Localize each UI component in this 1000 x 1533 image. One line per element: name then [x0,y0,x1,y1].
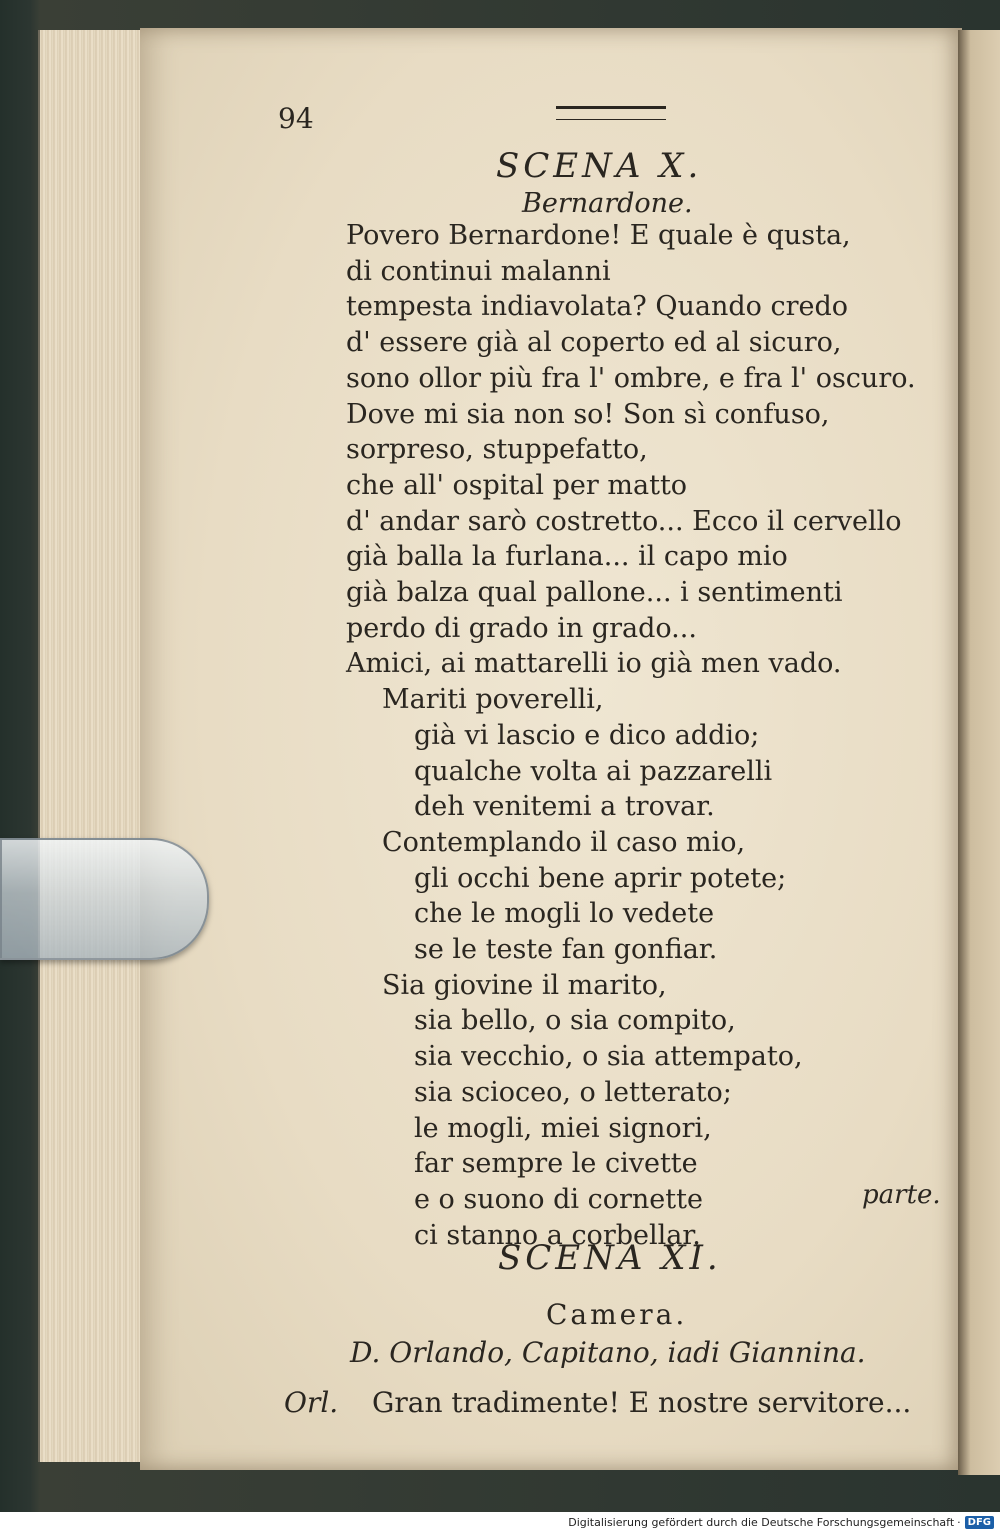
verse-line: far sempre le civette [414,1148,698,1180]
speaker-line: Gran tradimente! E nostre servitore... [372,1386,912,1419]
scene-xi-title: SCENA XI. [498,1238,722,1278]
verse-line: deh venitemi a trovar. [414,791,715,823]
footer-bar [0,1512,1000,1533]
scene-x-character: Bernardone. [522,188,693,219]
verse-line: sia vecchio, o sia attempato, [414,1041,803,1073]
verse-line: Amici, ai mattarelli io già men vado. [346,648,842,680]
verse-line: Mariti poverelli, [382,684,604,716]
verse-line: già vi lascio e dico addio; [414,719,760,751]
verse-line: d' essere già al coperto ed al sicuro, [346,327,842,359]
exit-direction: parte. [862,1180,941,1210]
verse-line: che all' ospital per matto [346,469,688,501]
dfg-logo-icon: DFG [965,1516,994,1529]
verse-line: gli occhi bene aprir potete; [414,862,787,894]
verse-line: qualche volta ai pazzarelli [414,755,773,787]
scene-xi-cast: D. Orlando, Capitano, iadi Giannina. [350,1336,866,1369]
verse-line: Contemplando il caso mio, [382,826,746,858]
page-number: 94 [278,102,314,135]
verse-line: sorpreso, stuppefatto, [346,434,648,466]
verse-line: sono ollor più fra l' ombre, e fra l' oscuro. [346,362,916,394]
verse-line: Dove mi sia non so! Son sì confuso, [346,398,830,430]
verse-line: e o suono di cornette [414,1183,703,1215]
next-page-edge [958,30,1000,1475]
verse-line: le mogli, miei signori, [414,1112,712,1144]
verse-line: che le mogli lo vedete [414,898,715,930]
transparent-bookmark [0,838,209,960]
footer-credit: Digitalisierung gefördert durch die Deutsche Forschungsgemeinschaft [568,1516,955,1529]
verse-line: Povero Bernardone! E quale è qusta, [346,220,851,251]
scene-xi-setting: Camera. [546,1298,688,1331]
verse-line: se le teste fan gonfiar. [414,934,718,965]
verse-line: già balza qual pallone... i sentimenti [346,577,843,608]
verse-line: sia bello, o sia compito, [414,1005,736,1037]
page-edges [38,30,150,1462]
verse-line: tempesta indiavolata? Quando credo [346,291,849,323]
verse-line: già balla la furlana... il capo mio [346,541,788,573]
verse-line: Sia giovine il marito, [382,969,667,1001]
verse-line: ci stanno a corbellar. [414,1219,701,1251]
verse-line: di continui malanni [346,255,611,287]
footer-separator: · [957,1516,961,1529]
verse-line: d' andar sarò costretto... Ecco il cervello [346,505,902,537]
scene-x-title: SCENA X. [496,146,703,186]
header-rule [556,106,666,120]
speaker-label: Orl. [284,1386,339,1419]
verse-line: perdo di grado in grado... [346,612,697,644]
verse-line: sia scioceo, o letterato; [414,1076,732,1108]
